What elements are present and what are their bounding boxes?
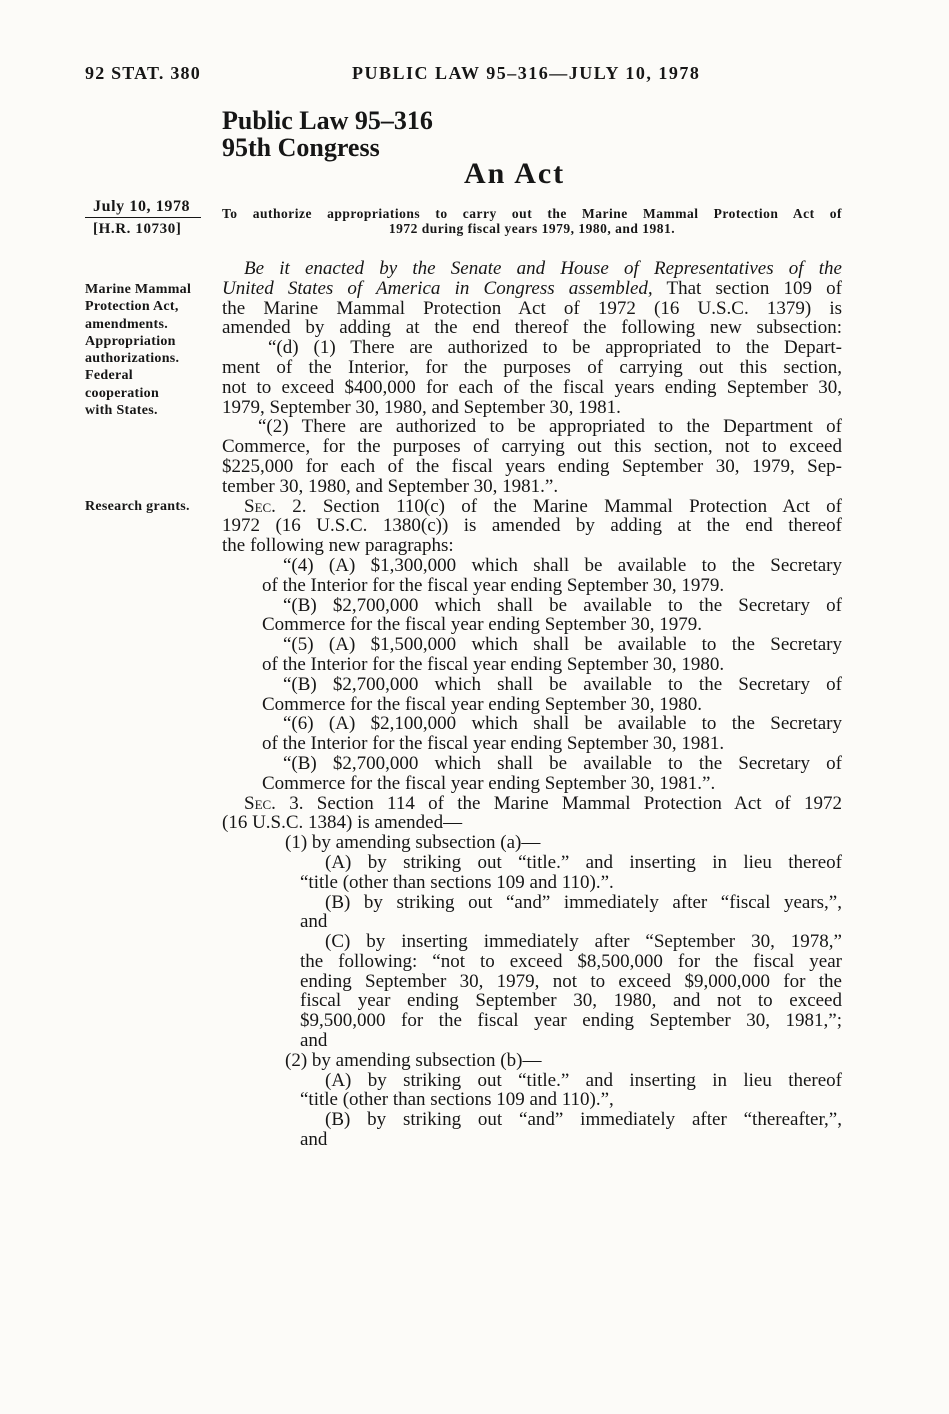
date-underline xyxy=(85,217,201,218)
body-line: amended by adding at the end thereof the following new subsection: xyxy=(222,317,842,339)
body-line: (1) by amending subsection (a)— xyxy=(285,832,541,854)
body-line: “title (other than sections 109 and 110).”. xyxy=(300,871,614,893)
section-2-line xyxy=(222,497,842,517)
running-title: PUBLIC LAW 95–316—JULY 10, 1978 xyxy=(352,63,701,83)
body-line: (16 U.S.C. 1384) is amended— xyxy=(222,812,463,834)
body-line: and xyxy=(300,1030,328,1052)
body-line: “(2) There are authorized to be appropriated to the Department of xyxy=(258,416,842,438)
congress-label: 95th Congress xyxy=(222,133,380,162)
enacting-clause-line: Be it enacted by the Senate and House of Representatives of the xyxy=(244,258,842,279)
body-line: the Marine Mammal Protection Act of 1972 (16 U.S.C. 1379) is xyxy=(222,297,842,319)
margin-note-research: Research grants. xyxy=(85,499,190,514)
body-line: “(6) (A) $2,100,000 which shall be available to the Secretary xyxy=(283,713,842,735)
purpose-line-2: 1972 during fiscal years 1979, 1980, and 1981. xyxy=(388,221,676,236)
margin-note: Federal xyxy=(85,368,133,384)
act-heading: An Act xyxy=(464,157,566,190)
law-number: Public Law 95–316 xyxy=(222,106,433,135)
body-line: Commerce, for the purposes of carrying out this section, not to exceed xyxy=(222,436,842,458)
body-line: (A) by striking out “title.” and inserting in lieu thereof xyxy=(325,851,842,873)
body-line: ment of the Interior, for the purposes of carrying out this section, xyxy=(222,356,842,378)
enactment-date: July 10, 1978 xyxy=(93,198,191,215)
body-line: and xyxy=(300,1129,328,1151)
enacting-clause-line xyxy=(222,279,842,299)
body-line: “(B) $2,700,000 which shall be available to the Secretary of xyxy=(283,673,842,695)
body-line: the following: “not to exceed $8,500,000 for the fiscal year xyxy=(300,950,842,972)
body-line: tember 30, 1980, and September 30, 1981.”. xyxy=(222,475,559,497)
body-line: the following new paragraphs: xyxy=(222,535,454,557)
body-line: 1979, September 30, 1980, and September 30, 1981. xyxy=(222,396,621,418)
section-text: 3. Section 114 of the Marine Mammal Protection Act of 1972 xyxy=(275,792,842,814)
body-line: “(B) $2,700,000 which shall be available to the Secretary of xyxy=(283,594,842,616)
body-line: Commerce for the fiscal year ending September 30, 1979. xyxy=(262,614,703,636)
bill-number: [H.R. 10730] xyxy=(93,221,182,237)
body-line: of the Interior for the fiscal year ending September 30, 1980. xyxy=(262,653,725,675)
margin-notes xyxy=(85,281,191,419)
section-label: Sec. xyxy=(244,792,276,814)
body-line: (C) by inserting immediately after “September 30, 1978,” xyxy=(325,931,842,953)
body-line: not to exceed $400,000 for each of the fiscal years ending September 30, xyxy=(222,376,842,398)
margin-note: Protection Act, xyxy=(85,299,179,315)
body-text xyxy=(222,259,842,1150)
body-line: (A) by striking out “title.” and inserting in lieu thereof xyxy=(325,1069,842,1091)
section-label: Sec. xyxy=(244,495,276,517)
margin-note: Marine Mammal xyxy=(85,282,192,297)
body-line: and xyxy=(300,911,328,933)
body-line: “(d) (1) There are authorized to be appropriated to the Depart- xyxy=(268,337,842,359)
enacting-clause-roman: That section 109 of xyxy=(652,277,842,299)
page-reference: 92 STAT. 380 xyxy=(85,63,201,83)
body-line: $9,500,000 for the fiscal year ending September 30, 1981,”; xyxy=(300,1010,842,1032)
body-line: “(4) (A) $1,300,000 which shall be available to the Secretary xyxy=(283,554,842,576)
body-line: (B) by striking out “and” immediately after “fiscal years,”, xyxy=(325,891,842,913)
margin-note: cooperation xyxy=(85,385,160,401)
section-3-line xyxy=(222,794,842,814)
margin-note: with States. xyxy=(85,403,158,419)
body-line: Commerce for the fiscal year ending September 30, 1980. xyxy=(262,693,703,715)
body-line: Commerce for the fiscal year ending September 30, 1981.”. xyxy=(262,772,716,794)
body-line: ending September 30, 1979, not to exceed $9,000,000 for the xyxy=(300,970,842,992)
body-line: “title (other than sections 109 and 110).”, xyxy=(300,1089,614,1111)
body-line: of the Interior for the fiscal year ending September 30, 1981. xyxy=(262,733,725,755)
body-line: “(5) (A) $1,500,000 which shall be available to the Secretary xyxy=(283,634,842,656)
margin-note: authorizations. xyxy=(85,351,180,367)
margin-note: Appropriation xyxy=(85,333,176,349)
section-text: 2. Section 110(c) of the Marine Mammal Protection Act of xyxy=(275,495,842,517)
margin-note: amendments. xyxy=(85,316,169,332)
enacting-clause-italic: United States of America in Congress assembled, xyxy=(222,277,653,299)
body-line: (B) by striking out “and” immediately after “thereafter,”, xyxy=(325,1109,842,1131)
body-line: (2) by amending subsection (b)— xyxy=(285,1049,542,1071)
purpose-line-1: To authorize appropriations to carry out the Marine Mammal Protection Act of xyxy=(222,206,842,221)
body-line: “(B) $2,700,000 which shall be available to the Secretary of xyxy=(283,752,842,774)
body-line: fiscal year ending September 30, 1980, and not to exceed xyxy=(300,990,842,1012)
body-line: $225,000 for each of the fiscal years ending September 30, 1979, Sep- xyxy=(222,455,842,477)
body-line: of the Interior for the fiscal year ending September 30, 1979. xyxy=(262,574,725,596)
body-line: 1972 (16 U.S.C. 1380(c)) is amended by adding at the end thereof xyxy=(222,515,842,537)
